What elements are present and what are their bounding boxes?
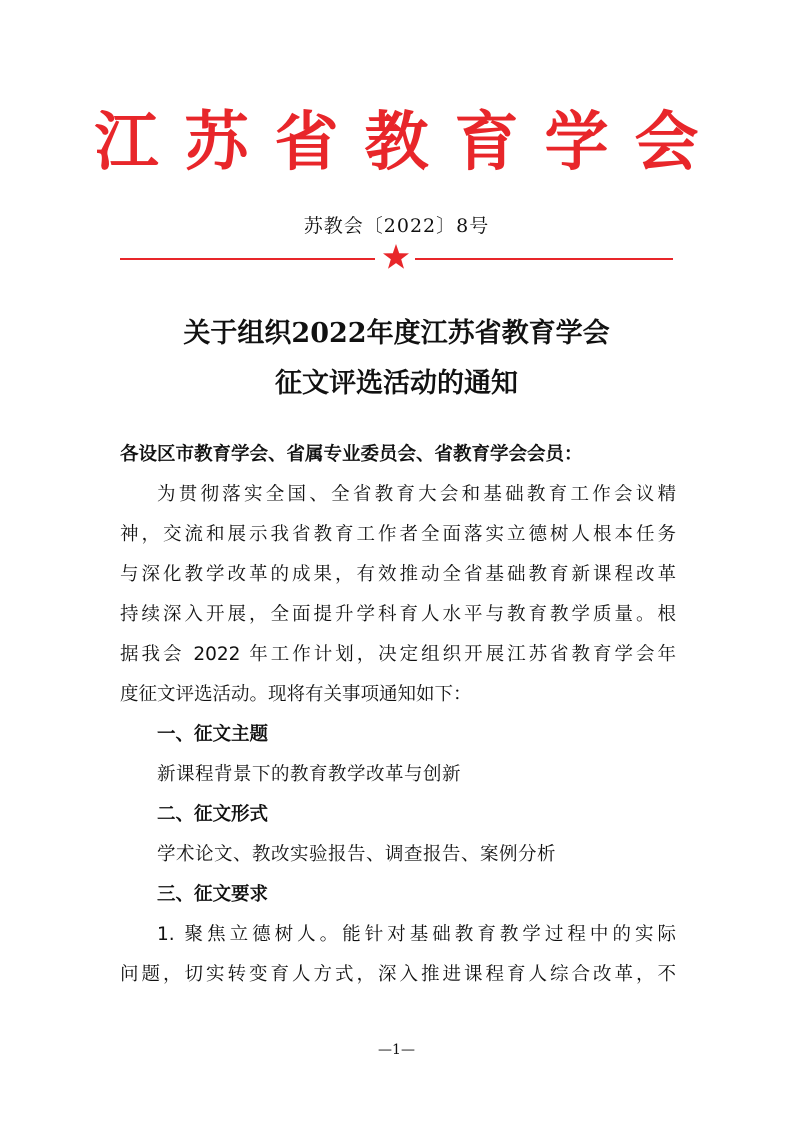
paragraph-line: 1. 聚焦立德树人。能针对基础教育教学过程中的实际 xyxy=(157,924,676,945)
section-heading: 二、征文形式 xyxy=(157,804,269,825)
section-heading: 三、征文要求 xyxy=(157,884,269,905)
page-number: —1— xyxy=(378,1042,415,1058)
paragraph-line: 据我会 2022 年工作计划，决定组织开展江苏省教育学会年 xyxy=(120,644,676,665)
paragraph-line: 为贯彻落实全国、全省教育大会和基础教育工作会议精 xyxy=(157,484,676,505)
red-star-icon xyxy=(382,243,410,271)
red-divider-left xyxy=(120,258,375,260)
section-content: 学术论文、教改实验报告、调查报告、案例分析 xyxy=(157,844,557,865)
salutation: 各设区市教育学会、省属专业委员会、省教育学会会员： xyxy=(120,444,583,465)
document-title xyxy=(0,309,793,409)
red-divider-right xyxy=(415,258,673,260)
paragraph-line: 神，交流和展示我省教育工作者全面落实立德树人根本任务 xyxy=(120,524,676,545)
section-heading: 一、征文主题 xyxy=(157,724,269,745)
paragraph-line: 与深化教学改革的成果，有效推动全省基础教育新课程改革 xyxy=(120,564,676,585)
document-title-line: 征文评选活动的通知 xyxy=(275,368,518,399)
paragraph-line: 问题，切实转变育人方式，深入推进课程育人综合改革，不 xyxy=(120,964,676,985)
org-name-header: 江苏省教育学会 xyxy=(94,105,725,180)
paragraph-line: 持续深入开展，全面提升学科育人水平与教育教学质量。根 xyxy=(120,604,676,625)
doc-number: 苏教会〔2022〕8号 xyxy=(303,215,490,237)
paragraph-line: 度征文评选活动。现将有关事项通知如下： xyxy=(120,684,472,705)
section-content: 新课程背景下的教育教学改革与创新 xyxy=(157,764,462,785)
document-title-line: 关于组织2022年度江苏省教育学会 xyxy=(183,318,610,349)
